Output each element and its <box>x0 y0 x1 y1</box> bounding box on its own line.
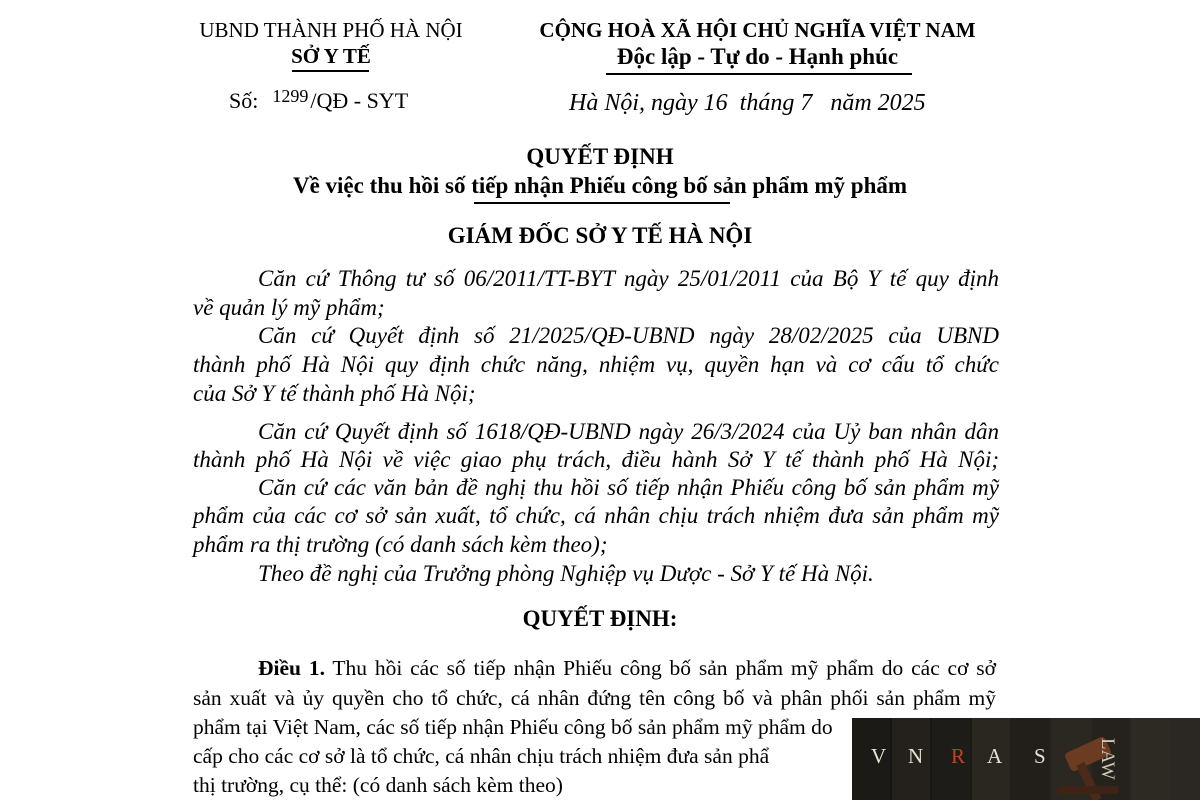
gavel-icon <box>1048 734 1138 800</box>
vnras-logo <box>852 718 1200 800</box>
national-title: CỘNG HOÀ XÃ HỘI CHỦ NGHĨA VIỆT NAM <box>539 18 976 42</box>
article-1-label: Điều 1. <box>258 656 325 680</box>
document-subject: Về việc thu hồi số tiếp nhận Phiếu công bố sản phẩm mỹ phẩm <box>292 173 908 198</box>
preamble-line: Theo đề nghị của Trưởng phòng Nghiệp vụ Dược - Sở Y tế Hà Nội. <box>258 561 874 586</box>
department-underline <box>292 70 369 72</box>
preamble-line: phẩm ra thị trường (có danh sách kèm theo); <box>193 532 608 557</box>
preamble-line: của Sở Y tế thành phố Hà Nội; <box>193 381 476 406</box>
preamble-line: Căn cứ Quyết định số 21/2025/QĐ-UBND ngày 28/02/2025 của UBND <box>258 323 999 348</box>
issue-date: Hà Nội, ngày 16 tháng 7 năm 2025 <box>569 90 926 116</box>
preamble-line: phẩm của các cơ sở sản xuất, tổ chức, cá nhân chịu trách nhiệm đưa sản phẩm mỹ <box>193 503 999 528</box>
issuing-authority: UBND THÀNH PHỐ HÀ NỘI <box>199 18 463 42</box>
article-1-line: phẩm tại Việt Nam, các số tiếp nhận Phiếu công bố sản phẩm mỹ phẩm do <box>193 715 833 739</box>
logo-side-text: LAW <box>1097 738 1118 780</box>
logo-letter-s: S <box>1034 744 1047 768</box>
article-1-line: thị trường, cụ thể: (có danh sách kèm theo) <box>193 773 563 797</box>
department-name: SỞ Y TẾ <box>291 44 371 68</box>
article-1-text: Thu hồi các số tiếp nhận Phiếu công bố sản phẩm mỹ phẩm do các cơ sở <box>332 656 997 680</box>
preamble-line: Căn cứ Thông tư số 06/2011/TT-BYT ngày 25/01/2011 của Bộ Y tế quy định <box>258 266 999 291</box>
article-1-line: cấp cho các cơ sở là tổ chức, cá nhân chịu trách nhiệm đưa sản phẩ <box>193 744 770 768</box>
motto-underline <box>606 73 912 75</box>
logo-letter-a: A <box>987 744 1004 768</box>
article-1-line <box>258 656 996 681</box>
document-number-value: 1299 <box>272 86 309 106</box>
subject-underline <box>474 202 730 204</box>
document-number-suffix: /QĐ - SYT <box>310 88 409 113</box>
logo-letter-r: R <box>951 744 967 768</box>
preamble-line: Căn cứ Quyết định số 1618/QĐ-UBND ngày 26/3/2024 của Uỷ ban nhân dân <box>258 419 999 444</box>
preamble-line: thành phố Hà Nội về việc giao phụ trách, điều hành Sở Y tế thành phố Hà Nội; <box>193 447 999 472</box>
decision-heading: QUYẾT ĐỊNH: <box>522 606 678 631</box>
article-1-line: sản xuất và ủy quyền cho tổ chức, cá nhân đứng tên công bố và phân phối sản phẩm mỹ <box>193 686 996 710</box>
logo-letter-n: N <box>908 744 925 768</box>
issuing-officer: GIÁM ĐỐC SỞ Y TẾ HÀ NỘI <box>447 223 753 248</box>
document-title: QUYẾT ĐỊNH <box>526 144 674 169</box>
preamble-line: thành phố Hà Nội quy định chức năng, nhiệm vụ, quyền hạn và cơ cấu tổ chức <box>193 352 999 377</box>
preamble-line: Căn cứ các văn bản đề nghị thu hồi số tiếp nhận Phiếu công bố sản phẩm mỹ <box>258 475 999 500</box>
preamble-line: về quản lý mỹ phẩm; <box>193 295 385 320</box>
document-number-prefix: Số: <box>229 88 259 113</box>
national-motto: Độc lập - Tự do - Hạnh phúc <box>616 44 899 69</box>
logo-letter-v: V <box>871 744 888 768</box>
document-number <box>229 88 408 114</box>
